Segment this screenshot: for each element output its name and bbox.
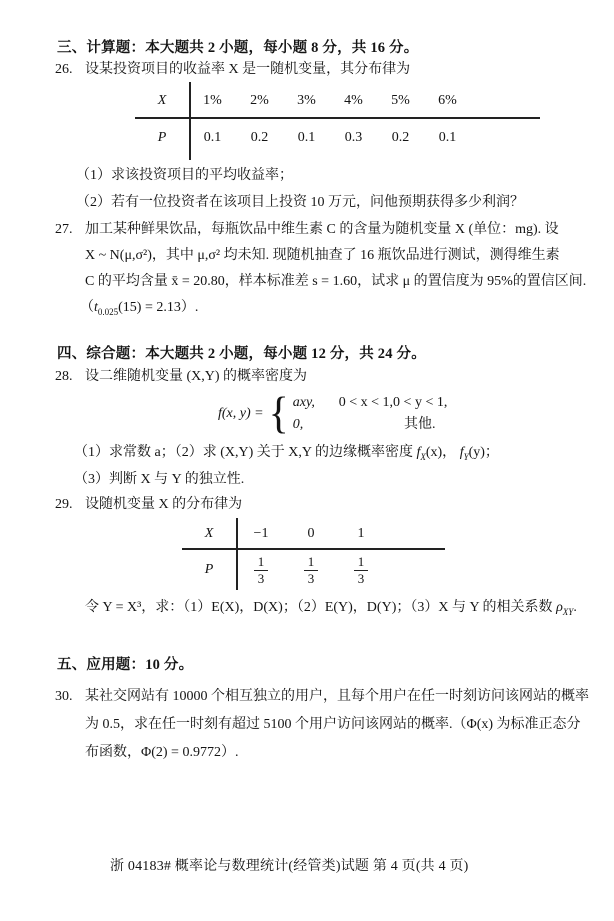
fraction-denominator: 3	[257, 570, 265, 586]
fraction-numerator: 1	[304, 555, 319, 571]
q27-line-3: C 的平均含量 x̄ = 20.80，样本标准差 s = 1.60，试求 μ 的置信度为 95%的置信区间.	[85, 274, 587, 289]
case1-condition: 0 < x < 1,0 < y < 1,	[338, 395, 448, 411]
q28-intro-line	[55, 368, 307, 386]
paren-open: （	[80, 300, 94, 315]
marginal-density-fx: f	[416, 445, 421, 460]
q26-distribution-table	[135, 86, 540, 157]
q28-intro-text: 设二维随机变量 (X,Y) 的概率密度为	[85, 369, 308, 384]
fy-subscript: Y	[463, 451, 469, 462]
table-vertical-rule	[236, 518, 238, 590]
table-label-p: P	[157, 129, 167, 145]
marginal-density-fy: f	[459, 445, 464, 460]
q27-line-2: X ~ N(μ,σ²)，其中 μ,σ² 均未知. 现随机抽查了 16 瓶饮品进行测试，测得维生素	[85, 248, 560, 263]
table-row-x	[182, 521, 445, 550]
table-cell: 0.1	[297, 129, 316, 145]
q29-intro-line	[55, 496, 242, 514]
q28-parts-1-2	[74, 444, 499, 462]
q30-line-3: 布函数，Φ(2) = 0.9772）.	[85, 745, 239, 760]
q29-conclusion-lead: 令 Y = X³，求：（1）E(X)，D(X)；（2）E(Y)，D(Y)；（3）X 与 Y 的相关系数	[85, 600, 557, 615]
table-cell: 0.3	[344, 129, 363, 145]
q27-number: 27.	[55, 222, 73, 237]
formula-case-1	[293, 394, 501, 412]
q29-distribution-table	[182, 521, 445, 590]
t-quantile-value: (15) = 2.13）.	[118, 300, 199, 315]
q30-number: 30.	[55, 689, 73, 704]
q27-text-1: 加工某种鲜果饮品，每瓶饮品中维生素 C 的含量为随机变量 X (单位：mg). 设	[85, 222, 559, 237]
table-vertical-rule	[189, 82, 191, 160]
q29-conclusion-end: .	[573, 600, 577, 615]
table-cell	[336, 555, 386, 585]
table-label-x: X	[157, 93, 167, 109]
fx-subscript: X	[420, 451, 426, 462]
rho-subscript: XY	[562, 606, 574, 617]
fraction-denominator: 3	[307, 570, 315, 586]
fy-args: (y)；	[468, 445, 499, 460]
table-cell: 3%	[297, 93, 316, 109]
case2-expression: 0,	[292, 416, 304, 432]
table-cell: −1	[253, 526, 269, 542]
section-comprehensive-heading: 四、综合题：本大题共 2 小题，每小题 12 分，共 24 分。	[57, 346, 426, 362]
table-cell: 0.1	[203, 129, 222, 145]
formula-cases	[293, 394, 501, 433]
table-cell: 2%	[250, 93, 269, 109]
q26-part-1: （1）求该投资项目的平均收益率；	[76, 168, 293, 183]
table-cell	[286, 555, 336, 585]
fraction	[354, 555, 369, 585]
table-cell: 6%	[438, 93, 457, 109]
table-cell: 0	[307, 526, 315, 542]
page-footer: 浙 04183# 概率论与数理统计(经管类)试题 第 4 页(共 4 页)	[110, 859, 469, 874]
q29-number: 29.	[55, 497, 73, 512]
fraction-numerator: 1	[254, 555, 269, 571]
table-cell: 0.2	[391, 129, 410, 145]
q28-part-3: （3）判断 X 与 Y 的独立性.	[74, 472, 245, 487]
q30-text-1: 某社交网站有 10000 个相互独立的用户，且每个用户在任一时刻访问该网站的概率	[85, 689, 589, 704]
t-quantile-subscript: 0.025	[97, 306, 119, 317]
q26-part-2: （2）若有一位投资者在该项目上投资 10 万元，问他预期获得多少利润？	[76, 195, 524, 210]
q27-line-4	[80, 299, 198, 317]
table-cell	[236, 555, 286, 585]
q28-parts-lead: （1）求常数 a；（2）求 (X,Y) 关于 X,Y 的边缘概率密度	[74, 445, 417, 460]
q28-joint-density-formula	[218, 389, 501, 439]
formula-case-2	[293, 416, 501, 434]
fraction	[304, 555, 319, 585]
table-cell: 1%	[203, 93, 222, 109]
q28-number: 28.	[55, 369, 73, 384]
table-cell: 0.2	[250, 129, 269, 145]
brace-glyph: {	[268, 389, 289, 439]
table-cell: 4%	[344, 93, 363, 109]
section-calc-heading: 三、计算题：本大题共 2 小题，每小题 8 分，共 16 分。	[57, 40, 419, 56]
table-cell: 1	[357, 526, 365, 542]
rho-symbol: ρ	[556, 600, 563, 615]
formula-lhs: f(x, y) =	[218, 405, 264, 421]
t-statistic-symbol: t	[94, 300, 98, 315]
case2-condition: 其他.	[404, 416, 436, 432]
q29-conclusion	[85, 599, 577, 617]
q26-number: 26.	[55, 62, 73, 77]
q30-line-1	[55, 688, 589, 706]
fraction	[254, 555, 269, 585]
q30-line-2: 为 0.5，求在任一时刻有超过 5100 个用户访问该网站的概率.（Φ(x) 为标准正态分	[85, 717, 581, 732]
case1-expression: axy,	[292, 395, 315, 411]
table-label-p: P	[204, 561, 214, 577]
fraction-denominator: 3	[357, 570, 365, 586]
fx-args: (x)，	[425, 445, 460, 460]
section-applied-heading: 五、应用题：10 分。	[57, 657, 194, 673]
table-cell: 5%	[391, 93, 410, 109]
q26-intro-line	[55, 61, 410, 79]
q27-line-1	[55, 221, 559, 239]
q29-intro-text: 设随机变量 X 的分布律为	[85, 497, 243, 512]
table-label-x: X	[204, 526, 214, 542]
table-row-p	[135, 119, 540, 157]
q26-intro-text: 设某投资项目的收益率 X 是一随机变量，其分布律为	[85, 62, 411, 77]
table-row-p	[182, 550, 445, 590]
table-row-x	[135, 86, 540, 119]
fraction-numerator: 1	[354, 555, 369, 571]
table-cell: 0.1	[438, 129, 457, 145]
